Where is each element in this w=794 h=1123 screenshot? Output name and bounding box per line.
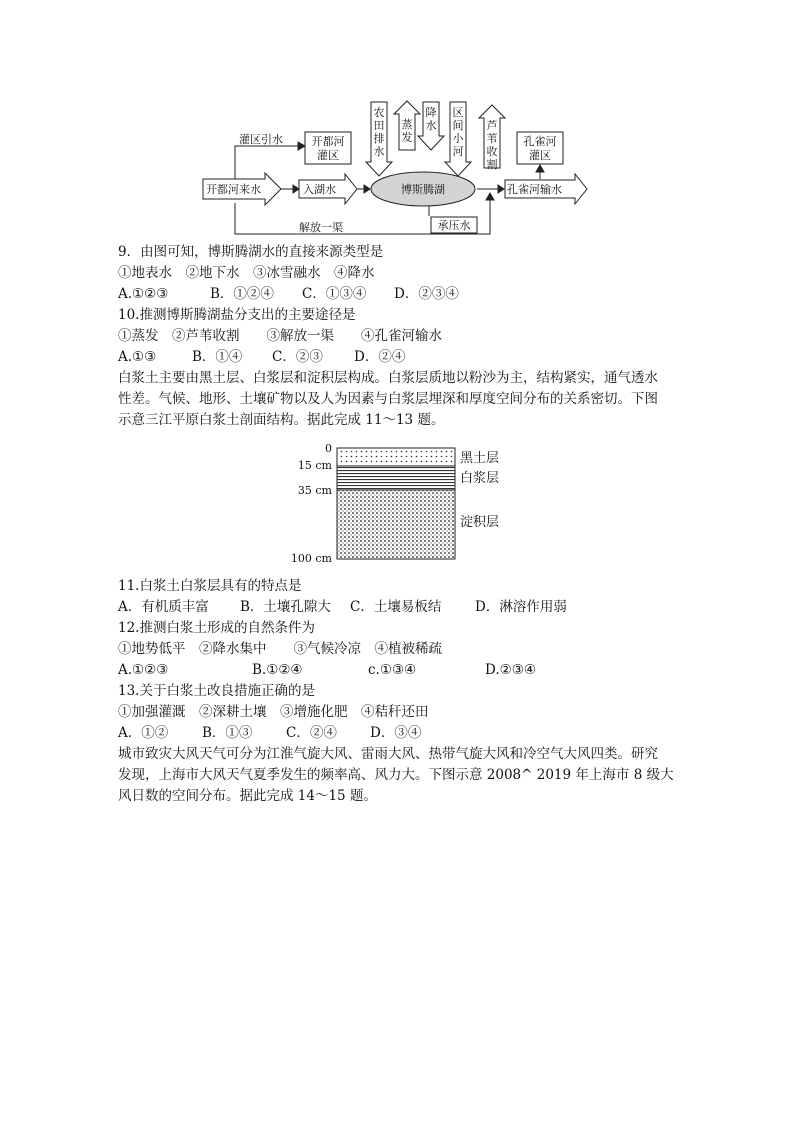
q11-options — [118, 598, 567, 616]
kongque-irrigation-line1: 孔雀河 — [523, 135, 557, 148]
q10-options — [118, 348, 405, 366]
reed-harvest-char4: 割 — [486, 158, 498, 171]
intro2-line2: 发现，上海市大风天气夏季发生的频率高、风力大。下图示意 2008^ 2019 年上海市 8 级大 — [118, 767, 674, 783]
q11-option-b[interactable]: B．土壤孔隙大 — [240, 599, 331, 615]
soil-profile-diagram — [280, 440, 520, 570]
kaidu-irrigation-line1: 开都河 — [311, 135, 345, 148]
label-albic: 白浆层 — [460, 471, 500, 486]
q13-option-b[interactable]: B．①③ — [202, 725, 253, 741]
q11-option-a[interactable]: A．有机质丰富 — [118, 599, 209, 615]
illuvial-layer — [337, 490, 455, 559]
intro1-line2: 性差。气候、地形、土壤矿物以及人为因素与白浆层埋深和厚度空间分布的关系密切。下图 — [118, 391, 658, 407]
bosten-lake-water-flow-diagram — [195, 96, 595, 241]
kaidu-irrigation-line2: 灌区 — [317, 149, 339, 162]
label-illuvial: 淀积层 — [460, 515, 500, 530]
reed-harvest-char1: 芦 — [486, 119, 498, 132]
depth-0: 0 — [325, 442, 332, 455]
q12-option-c[interactable]: c.①③④ — [368, 662, 417, 678]
q12-stem: 12.推测白浆土形成的自然条件为 — [118, 620, 315, 636]
depth-100: 100 cm — [290, 552, 332, 565]
q10-option-a[interactable]: A.①③ — [118, 349, 157, 365]
q10-option-b[interactable]: B．①④ — [192, 349, 243, 365]
farm-drainage-char4: 水 — [373, 145, 385, 158]
q11-option-c[interactable]: C．土壤易板结 — [350, 599, 442, 615]
lake-label: 博斯腾湖 — [401, 183, 445, 196]
intro1-line3: 示意三江平原白浆土剖面结构。据此完成 11～13 题。 — [118, 412, 445, 428]
lake-inflow-label: 入湖水 — [303, 183, 336, 196]
canal-label: 解放一渠 — [299, 221, 343, 234]
black-soil-layer — [337, 448, 455, 466]
reed-harvest-char2: 苇 — [486, 132, 498, 145]
reed-harvest-char3: 收 — [486, 145, 498, 158]
kongque-irrigation-line2: 灌区 — [529, 149, 551, 162]
label-black-soil: 黑土层 — [460, 451, 500, 466]
q12-option-b[interactable]: B.①②④ — [252, 662, 303, 678]
q13-items: ①加强灌溉 ②深耕土壤 ③增施化肥 ④秸秆还田 — [118, 704, 429, 720]
q9-options — [118, 285, 459, 303]
q9-option-b[interactable]: B．①②④ — [210, 286, 274, 302]
precipitation-char1: 降 — [425, 106, 437, 119]
q12-option-a[interactable]: A.①②③ — [118, 662, 169, 678]
intro1-line1: 白浆土主要由黑土层、白浆层和淀积层构成。白浆层质地以粉沙为主，结构紧实，通气透水 — [118, 370, 658, 386]
q13-options — [118, 724, 421, 742]
q12-option-d[interactable]: D.②③④ — [485, 662, 536, 678]
interval-rivers-char4: 河 — [452, 145, 464, 158]
evaporation-char2: 发 — [401, 131, 413, 144]
intro2-line1: 城市致灾大风天气可分为江淮气旋大风、雷雨大风、热带气旋大风和冷空气大风四类。研究 — [118, 746, 658, 762]
albic-layer — [337, 466, 455, 490]
q11-option-d[interactable]: D．淋溶作用弱 — [475, 599, 567, 615]
q10-stem: 10.推测博斯腾湖盐分支出的主要途径是 — [118, 307, 356, 323]
q13-option-c[interactable]: C．②④ — [286, 725, 337, 741]
depth-35: 35 cm — [297, 484, 332, 497]
interval-rivers-char1: 区 — [452, 106, 464, 119]
interval-rivers-char3: 小 — [452, 132, 464, 145]
confined-water-label: 承压水 — [437, 219, 471, 232]
q13-option-d[interactable]: D．③④ — [370, 725, 422, 741]
q9-items: ①地表水 ②地下水 ③冰雪融水 ④降水 — [118, 265, 375, 281]
interval-rivers-char2: 间 — [452, 119, 464, 132]
farm-drainage-char1: 农 — [373, 106, 385, 119]
evaporation-char1: 蒸 — [401, 118, 413, 131]
q9-option-d[interactable]: D．②③④ — [394, 286, 459, 302]
kongque-outflow-label: 孔雀河输水 — [507, 183, 562, 196]
q11-stem: 11.白浆土白浆层具有的特点是 — [118, 578, 302, 594]
q12-options — [118, 661, 536, 679]
q13-option-a[interactable]: A．①② — [118, 725, 169, 741]
farm-drainage-char3: 排 — [373, 132, 385, 145]
kaidu-inflow-label: 开都河来水 — [206, 183, 261, 196]
q13-stem: 13.关于白浆土改良措施正确的是 — [118, 683, 315, 699]
q9-option-c[interactable]: C．①③④ — [302, 286, 367, 302]
q10-items: ①蒸发 ②芦苇收割 ③解放一渠 ④孔雀河输水 — [118, 328, 442, 344]
q10-option-c[interactable]: C．②③ — [272, 349, 323, 365]
q9-stem: 9．由图可知，博斯腾湖水的直接来源类型是 — [118, 244, 384, 260]
precipitation-char2: 水 — [425, 119, 437, 132]
intro2-line3: 风日数的空间分布。据此完成 14～15 题。 — [118, 788, 377, 804]
irrigation-intake-label: 灌区引水 — [239, 133, 283, 146]
q9-option-a[interactable]: A.①②③ — [118, 286, 169, 302]
q10-option-d[interactable]: D．②④ — [354, 349, 406, 365]
q12-items: ①地势低平 ②降水集中 ③气候冷凉 ④植被稀疏 — [118, 641, 442, 657]
depth-15: 15 cm — [297, 459, 332, 472]
farm-drainage-char2: 田 — [373, 119, 385, 132]
